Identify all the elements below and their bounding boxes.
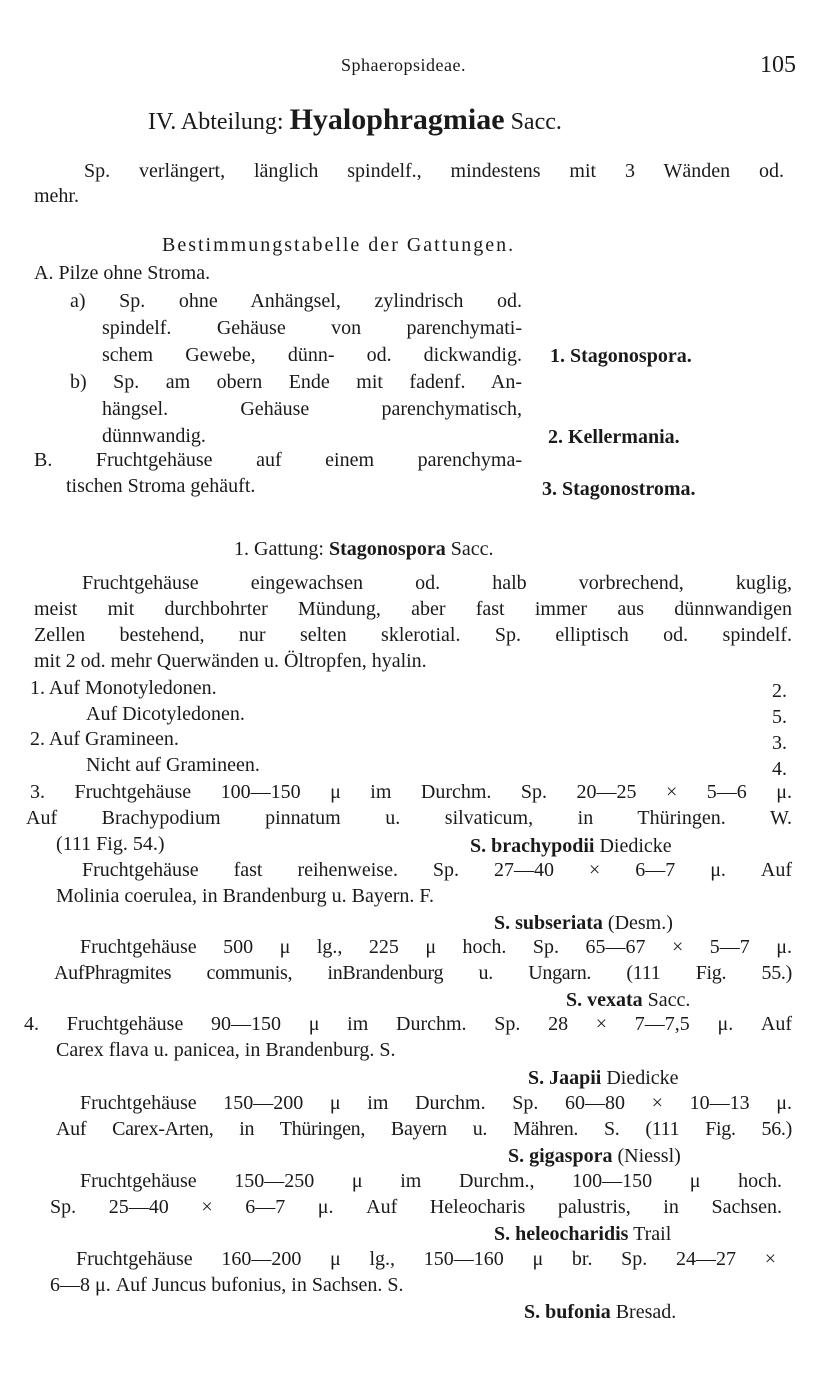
species-6-line-1: Fruchtgehäuse 150—250 μ im Durchm., 100—150 μ hoch. bbox=[80, 1170, 782, 1192]
key-a-result: 1. Stagonospora. bbox=[550, 345, 692, 367]
species-3-line-1: Fruchtgehäuse 500 μ lg., 225 μ hoch. Sp. 65—67 × 5—7 μ. bbox=[80, 936, 792, 958]
key-B1: B. Fruchtgehäuse auf einem parenchyma- bbox=[34, 449, 522, 471]
species-6-line-2: Sp. 25—40 × 6—7 μ. Auf Heleocharis palustris, in Sachsen. bbox=[50, 1196, 782, 1218]
genus-desc-3: Zellen bestehend, nur selten sklerotial. Sp. elliptisch od. spindelf. bbox=[34, 624, 792, 646]
section-prefix: IV. Abteilung: bbox=[148, 109, 284, 135]
key-a: A. Pilze ohne Stroma. bbox=[34, 262, 211, 284]
genus-author: Sacc. bbox=[450, 538, 494, 560]
species-6-name-line bbox=[494, 1221, 671, 1247]
species-4-name: S. Jaapii bbox=[528, 1067, 602, 1089]
species-7-author: Bresad. bbox=[615, 1301, 677, 1323]
species-5-line-2: Auf Carex-Arten, in Thüringen, Bayern u. Mähren. S. (111 Fig. 56.) bbox=[56, 1118, 792, 1140]
genus-prefix: 1. Gattung: bbox=[234, 538, 324, 560]
genus-heading bbox=[234, 536, 493, 562]
species-2-name-line bbox=[494, 910, 673, 936]
key-B-result: 3. Stagonostroma. bbox=[542, 478, 696, 500]
couplet-1a: 1. Auf Monotyledonen. bbox=[30, 677, 217, 699]
species-2-line-1: Fruchtgehäuse fast reihenweise. Sp. 27—40 × 6—7 μ. Auf bbox=[82, 859, 792, 881]
species-4-name-line bbox=[528, 1065, 679, 1091]
key-a1: a) Sp. ohne Anhängsel, zylindrisch od. bbox=[70, 290, 522, 312]
genus-desc-1: Fruchtgehäuse eingewachsen od. halb vorbrechend, kuglig, bbox=[82, 572, 792, 594]
species-5-name: S. gigaspora bbox=[508, 1145, 613, 1167]
couplet-2b-ref: 4. bbox=[772, 758, 787, 780]
running-header: Sphaeropsideae. bbox=[341, 55, 466, 75]
key-b-result: 2. Kellermania. bbox=[548, 426, 680, 448]
species-5-line-1: Fruchtgehäuse 150—200 μ im Durchm. Sp. 60—80 × 10—13 μ. bbox=[80, 1092, 792, 1114]
species-2-line-2: Molinia coerulea, in Brandenburg u. Bayern. F. bbox=[56, 885, 434, 907]
species-3-name-line bbox=[566, 987, 690, 1013]
genus-name: Stagonospora bbox=[329, 538, 446, 560]
key-a2: spindelf. Gehäuse von parenchymati- bbox=[102, 317, 522, 339]
couplet-1b: Auf Dicotyledonen. bbox=[86, 703, 245, 725]
species-4-line-1: 4. Fruchtgehäuse 90—150 μ im Durchm. Sp. 28 × 7—7,5 μ. Auf bbox=[24, 1013, 792, 1035]
couplet-2b: Nicht auf Gramineen. bbox=[86, 754, 260, 776]
key-title: Bestimmungstabelle der Gattungen. bbox=[162, 234, 516, 256]
intro-line-1: Sp. verlängert, länglich spindelf., mindestens mit 3 Wänden od. bbox=[84, 160, 784, 182]
species-1-line-1: 3. Fruchtgehäuse 100—150 μ im Durchm. Sp. 20—25 × 5—6 μ. bbox=[30, 781, 792, 803]
species-7-name-line bbox=[524, 1299, 676, 1325]
species-1-line-2: Auf Brachypodium pinnatum u. silvaticum, in Thüringen. W. bbox=[26, 807, 792, 829]
section-author: Sacc. bbox=[510, 109, 562, 135]
page-number: 105 bbox=[760, 52, 796, 78]
key-b1: b) Sp. am obern Ende mit fadenf. An- bbox=[70, 371, 522, 393]
key-B2: tischen Stroma gehäuft. bbox=[66, 475, 256, 497]
key-b2: hängsel. Gehäuse parenchymatisch, bbox=[102, 398, 522, 420]
species-4-line-2: Carex flava u. panicea, in Brandenburg. S. bbox=[56, 1039, 396, 1061]
genus-desc-2: meist mit durchbohrter Mündung, aber fast immer aus dünnwandigen bbox=[34, 598, 792, 620]
species-7-line-1: Fruchtgehäuse 160—200 μ lg., 150—160 μ br. Sp. 24—27 × bbox=[76, 1248, 776, 1270]
species-7-name: S. bufonia bbox=[524, 1301, 611, 1323]
species-3-name: S. vexata bbox=[566, 989, 643, 1011]
key-b3: dünnwandig. bbox=[102, 425, 206, 447]
species-5-author: (Niessl) bbox=[617, 1145, 681, 1167]
species-1-name: S. brachypodii bbox=[470, 835, 595, 857]
species-7-line-2: 6—8 μ. Auf Juncus bufonius, in Sachsen. S. bbox=[50, 1274, 404, 1296]
couplet-2a-ref: 3. bbox=[772, 732, 787, 754]
species-3-line-2: AufPhragmites communis, inBrandenburg u. Ungarn. (111 Fig. 55.) bbox=[54, 962, 792, 984]
couplet-2a: 2. Auf Gramineen. bbox=[30, 728, 179, 750]
species-1-line-3: (111 Fig. 54.) bbox=[56, 833, 165, 855]
intro-line-2: mehr. bbox=[34, 185, 79, 207]
species-1-author: Diedicke bbox=[599, 835, 672, 857]
species-3-author: Sacc. bbox=[647, 989, 691, 1011]
species-6-name: S. heleocharidis bbox=[494, 1223, 629, 1245]
couplet-1b-ref: 5. bbox=[772, 706, 787, 728]
species-2-name: S. subseriata bbox=[494, 912, 603, 934]
species-6-author: Trail bbox=[633, 1223, 672, 1245]
section-heading bbox=[148, 100, 562, 142]
couplet-1a-ref: 2. bbox=[772, 680, 787, 702]
species-4-author: Diedicke bbox=[606, 1067, 679, 1089]
species-2-author: (Desm.) bbox=[607, 912, 673, 934]
species-5-name-line bbox=[508, 1143, 681, 1169]
key-a3: schem Gewebe, dünn- od. dickwandig. bbox=[102, 344, 522, 366]
genus-desc-4: mit 2 od. mehr Querwänden u. Öltropfen, hyalin. bbox=[34, 650, 427, 672]
species-1-name-line bbox=[470, 833, 672, 859]
section-name: Hyalophragmiae bbox=[289, 103, 505, 136]
